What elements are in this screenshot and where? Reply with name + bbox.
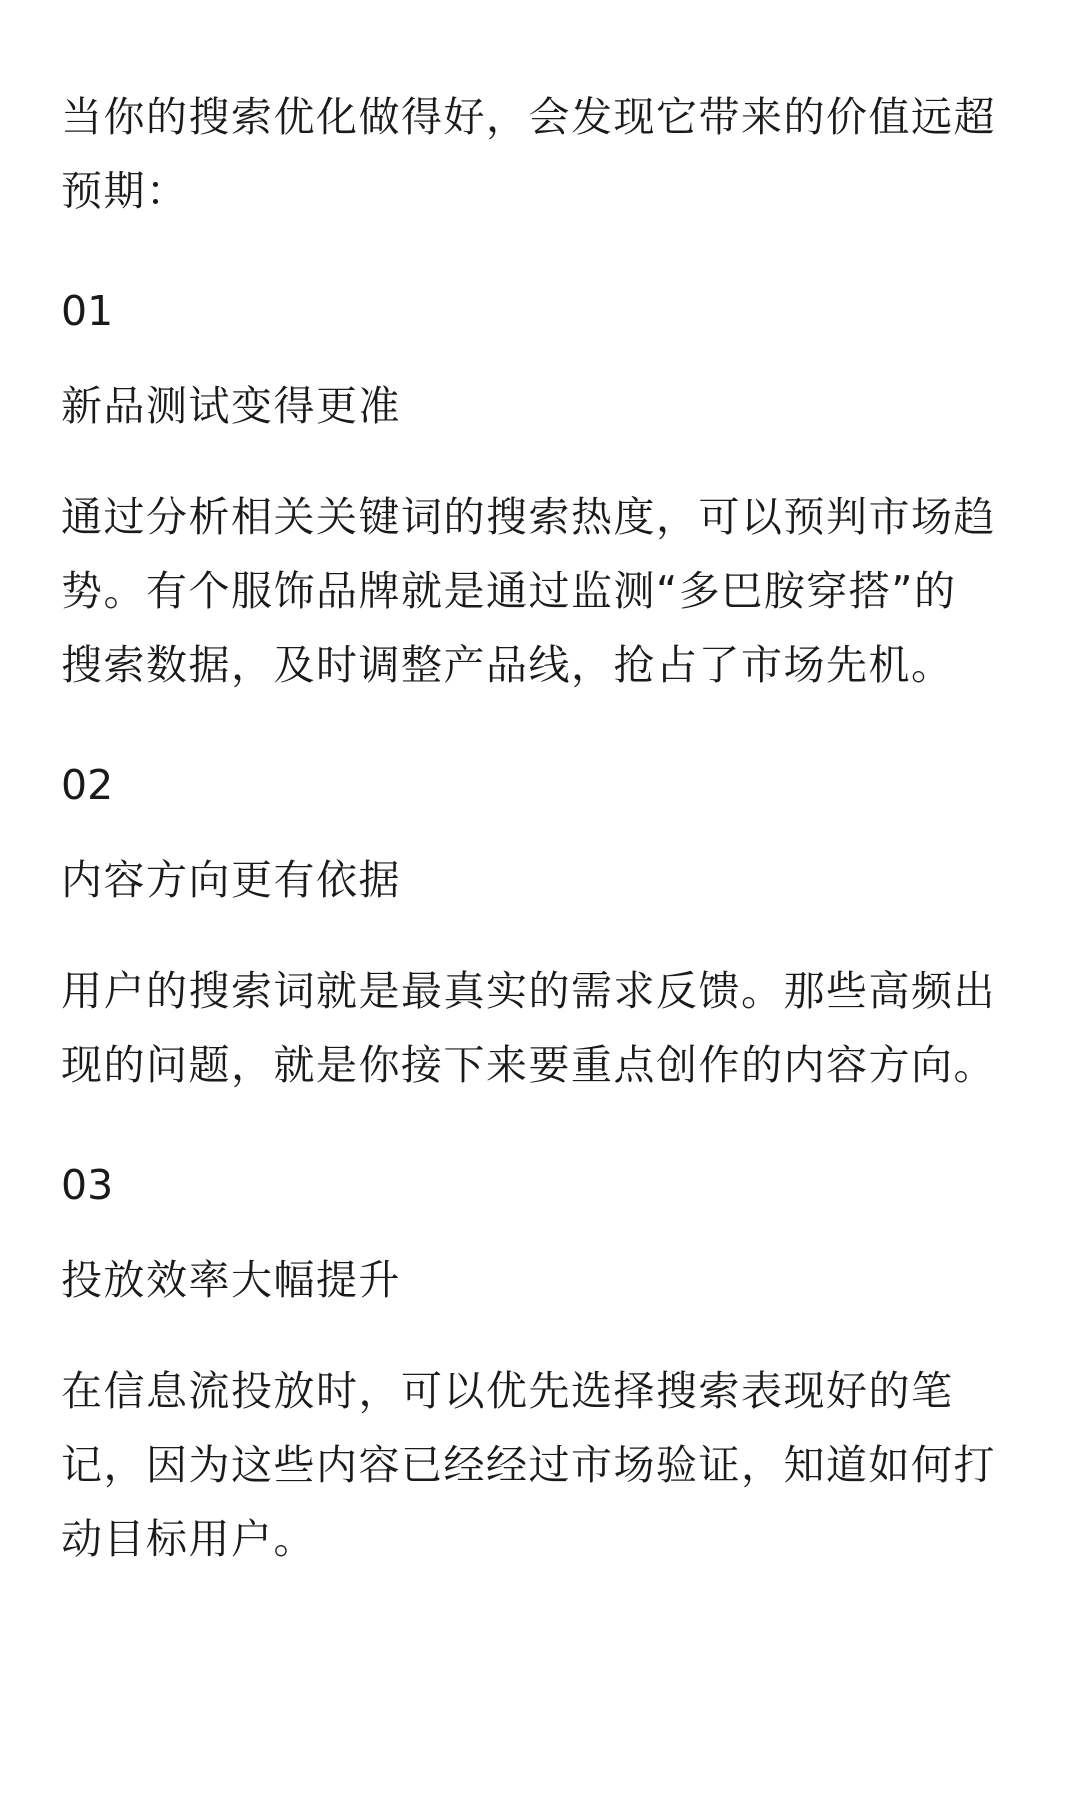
section-body-line: 搜索数据，及时调整产品线，抢占了市场先机。 bbox=[61, 641, 954, 689]
section-title: 内容方向更有依据 bbox=[61, 856, 401, 904]
section-body-line: 势。有个服饰品牌就是通过监测“多巴胺穿搭”的 bbox=[61, 567, 957, 615]
section-title: 新品测试变得更准 bbox=[61, 382, 401, 430]
section-body-line: 现的问题，就是你接下来要重点创作的内容方向。 bbox=[61, 1041, 996, 1089]
section-body-line: 通过分析相关关键词的搜索热度，可以预判市场趋 bbox=[61, 493, 996, 541]
intro-line: 当你的搜索优化做得好，会发现它带来的价值远超 bbox=[61, 93, 996, 141]
section-body-line: 用户的搜索词就是最真实的需求反馈。那些高频出 bbox=[61, 967, 996, 1015]
section-number: 01 bbox=[61, 287, 114, 335]
intro-line: 预期： bbox=[61, 167, 189, 215]
section-body-line: 动目标用户。 bbox=[61, 1515, 316, 1563]
section-title: 投放效率大幅提升 bbox=[61, 1256, 401, 1304]
section-body-line: 在信息流投放时，可以优先选择搜索表现好的笔 bbox=[61, 1367, 954, 1415]
section-body-line: 记，因为这些内容已经经过市场验证，知道如何打 bbox=[61, 1441, 996, 1489]
section-number: 03 bbox=[61, 1161, 114, 1209]
section-number: 02 bbox=[61, 761, 114, 809]
